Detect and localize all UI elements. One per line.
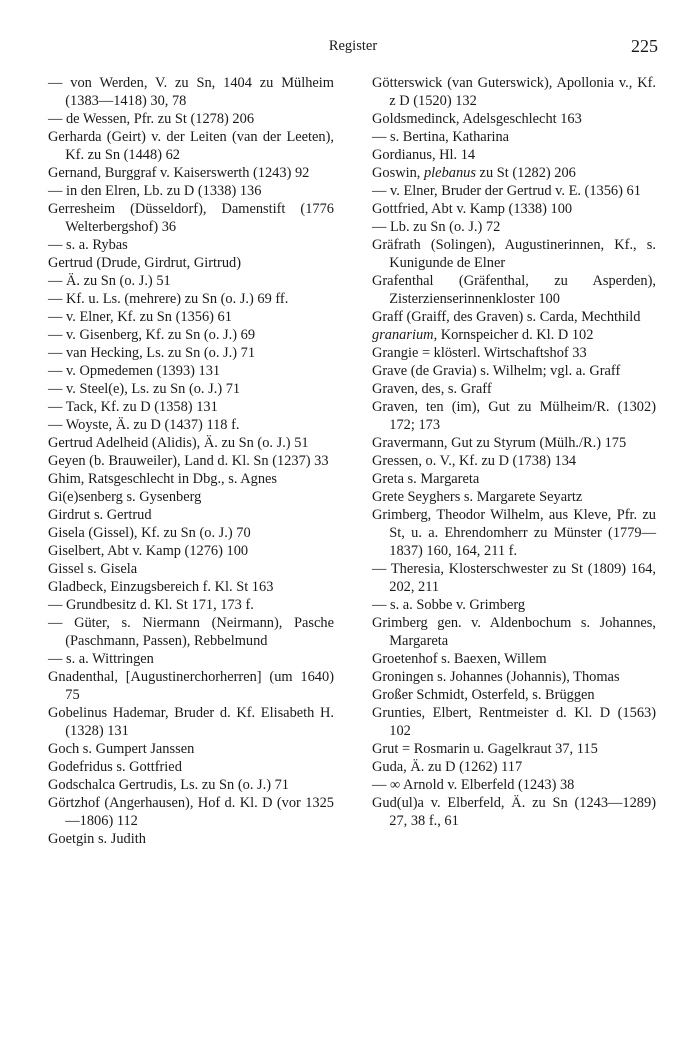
index-entry: — v. Elner, Kf. zu Sn (1356) 61: [48, 309, 232, 325]
index-entry: — von Werden, V. zu Sn, 1404 zu Mülheim (1383—1418) 30, 78: [48, 75, 334, 109]
index-entry: — Tack, Kf. zu D (1358) 131: [48, 399, 218, 415]
index-entry: — in den Elren, Lb. zu D (1338) 136: [48, 183, 262, 199]
index-entry: Gertrud (Drude, Girdrut, Girtrud): [48, 255, 242, 271]
index-entry: Gordianus, Hl. 14: [372, 147, 476, 163]
index-entry: Grut = Rosmarin u. Gagelkraut 37, 115: [372, 741, 598, 757]
page-number: 225: [631, 36, 658, 56]
index-entry: Grafenthal (Gräfenthal, zu Asperden), Zisterzienserinnenkloster 100: [372, 273, 656, 307]
index-entry: Geyen (b. Brauweiler), Land d. Kl. Sn (1237) 33: [48, 453, 329, 469]
index-entry: — Güter, s. Niermann (Neirmann), Pasche (Paschmann, Passen), Rebbelmund: [48, 615, 334, 649]
index-entry: — s. a. Sobbe v. Grimberg: [372, 597, 526, 613]
index-entry: — v. Gisenberg, Kf. zu Sn (o. J.) 69: [48, 327, 256, 343]
index-entry: Graff (Graiff, des Graven) s. Carda, Mechthild: [372, 309, 641, 325]
index-entry: Grimberg gen. v. Aldenbochum s. Johannes, Margareta: [372, 615, 656, 649]
index-entry: Graven, ten (im), Gut zu Mülheim/R. (1302) 172; 173: [372, 399, 656, 433]
index-entry: — de Wessen, Pfr. zu St (1278) 206: [48, 111, 255, 127]
page-header: [48, 38, 658, 62]
index-entry: Gertrud Adelheid (Alidis), Ä. zu Sn (o. J.) 51: [48, 435, 309, 451]
index-entry: — v. Steel(e), Ls. zu Sn (o. J.) 71: [48, 381, 241, 397]
index-entry: Gerharda (Geirt) v. der Leiten (van der Leeten), Kf. zu Sn (1448) 62: [48, 129, 334, 163]
index-entry: Godschalca Gertrudis, Ls. zu Sn (o. J.) 71: [48, 777, 289, 793]
index-entry: — s. Bertina, Katharina: [372, 129, 510, 145]
running-title: Register: [328, 38, 378, 54]
index-entry: Gisela (Gissel), Kf. zu Sn (o. J.) 70: [48, 525, 251, 541]
index-entry: Großer Schmidt, Osterfeld, s. Brüggen: [372, 687, 595, 703]
index-entry: Grimberg, Theodor Wilhelm, aus Kleve, Pfr. zu St, u. a. Ehrendomherr zu Münster (1779—1837) 160, 164, 211 f.: [372, 507, 656, 559]
index-entry: Gud(ul)a v. Elberfeld, Ä. zu Sn (1243—1289) 27, 38 f., 61: [372, 795, 656, 829]
index-entry: Gnadenthal, [Augustinerchorherren] (um 1640) 75: [48, 669, 334, 703]
index-entry: — Ä. zu Sn (o. J.) 51: [48, 273, 171, 289]
index-entry: Ghim, Ratsgeschlecht in Dbg., s. Agnes: [48, 471, 278, 487]
index-column-right: [372, 74, 656, 830]
index-entry: Gerresheim (Düsseldorf), Damenstift (1776 Welterbergshof) 36: [48, 201, 334, 235]
index-entry: — Grundbesitz d. Kl. St 171, 173 f.: [48, 597, 254, 613]
index-entry: — Lb. zu Sn (o. J.) 72: [372, 219, 501, 235]
index-column-left: [48, 74, 334, 848]
index-entry: — s. a. Wittringen: [48, 651, 154, 667]
index-entry: Godefridus s. Gottfried: [48, 759, 182, 775]
index-entry: Greta s. Margareta: [372, 471, 480, 487]
index-entry: Gladbeck, Einzugsbereich f. Kl. St 163: [48, 579, 274, 595]
index-entry: Gi(e)senberg s. Gysenberg: [48, 489, 202, 505]
index-entry: Gissel s. Gisela: [48, 561, 138, 577]
index-entry: Grete Seyghers s. Margarete Seyartz: [372, 489, 583, 505]
index-entry: Gobelinus Hademar, Bruder d. Kf. Elisabeth H. (1328) 131: [48, 705, 334, 739]
index-entry: Gressen, o. V., Kf. zu D (1738) 134: [372, 453, 577, 469]
index-entry: Goswin, plebanus zu St (1282) 206: [372, 165, 576, 181]
index-entry: Grunties, Elbert, Rentmeister d. Kl. D (1563) 102: [372, 705, 656, 739]
index-entry: — v. Opmedemen (1393) 131: [48, 363, 221, 379]
index-entry: Girdrut s. Gertrud: [48, 507, 152, 523]
index-entry: Gräfrath (Solingen), Augustinerinnen, Kf., s. Kunigunde de Elner: [372, 237, 656, 271]
index-entry: Goldsmedinck, Adelsgeschlecht 163: [372, 111, 582, 127]
index-entry: Goch s. Gumpert Janssen: [48, 741, 195, 757]
index-entry: Groetenhof s. Baexen, Willem: [372, 651, 547, 667]
index-entry: Grangie = klösterl. Wirtschaftshof 33: [372, 345, 587, 361]
index-entry: Gravermann, Gut zu Styrum (Mülh./R.) 175: [372, 435, 627, 451]
index-entry: — v. Elner, Bruder der Gertrud v. E. (1356) 61: [372, 183, 641, 199]
index-entry: — Kf. u. Ls. (mehrere) zu Sn (o. J.) 69 ff.: [48, 291, 289, 307]
index-entry: granarium, Kornspeicher d. Kl. D 102: [372, 327, 594, 343]
index-entry: Grave (de Gravia) s. Wilhelm; vgl. a. Graff: [372, 363, 621, 379]
index-entry: — Woyste, Ä. zu D (1437) 118 f.: [48, 417, 240, 433]
index-entry: — van Hecking, Ls. zu Sn (o. J.) 71: [48, 345, 256, 361]
index-entry: Gernand, Burggraf v. Kaiserswerth (1243) 92: [48, 165, 310, 181]
index-entry: — s. a. Rybas: [48, 237, 128, 253]
index-entry: — ∞ Arnold v. Elberfeld (1243) 38: [372, 777, 575, 793]
index-entry: Graven, des, s. Graff: [372, 381, 492, 397]
index-entry: Goetgin s. Judith: [48, 831, 146, 847]
index-entry: Götterswick (van Guterswick), Apollonia v., Kf. z D (1520) 132: [372, 75, 656, 109]
index-entry: Groningen s. Johannes (Johannis), Thomas: [372, 669, 620, 685]
index-entry: Giselbert, Abt v. Kamp (1276) 100: [48, 543, 249, 559]
index-entry: — Theresia, Klosterschwester zu St (1809) 164, 202, 211: [372, 561, 656, 595]
index-entry: Guda, Ä. zu D (1262) 117: [372, 759, 523, 775]
index-entry: Gottfried, Abt v. Kamp (1338) 100: [372, 201, 573, 217]
index-entry: Görtzhof (Angerhausen), Hof d. Kl. D (vor 1325—1806) 112: [48, 795, 334, 829]
